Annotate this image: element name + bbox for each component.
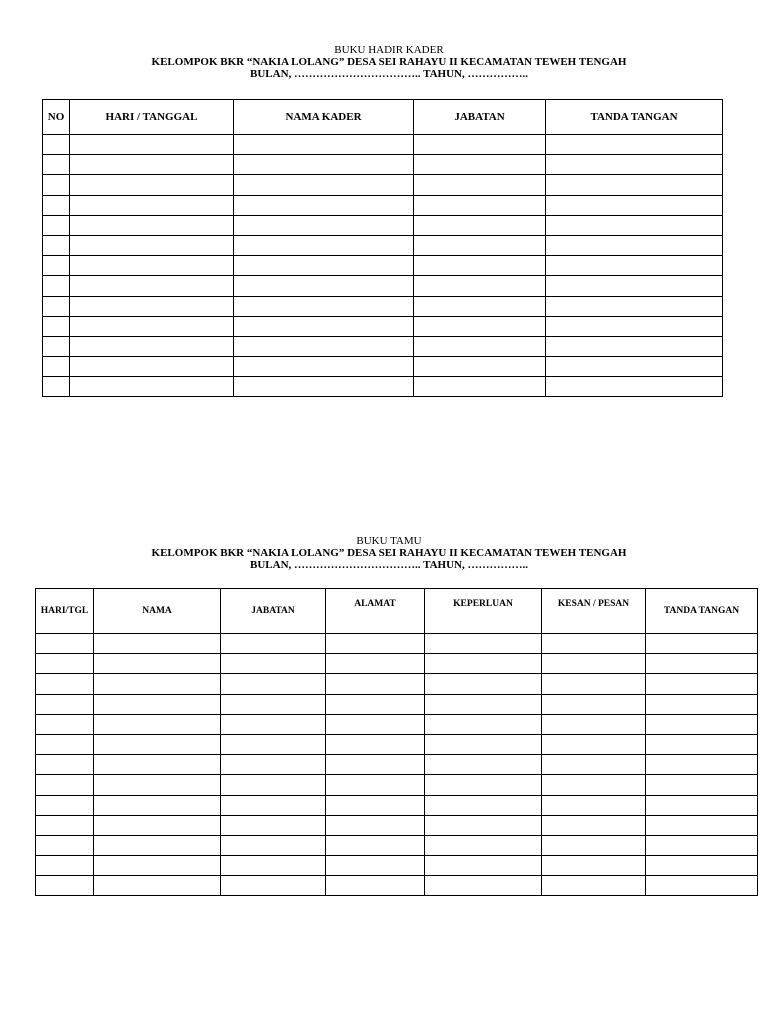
attendance-subtitle: KELOMPOK BKR “NAKIA LOLANG” DESA SEI RAHAYU II KECAMATAN TEWEH TENGAH — [151, 56, 627, 68]
blank-entry-cell[interactable] — [70, 377, 234, 397]
blank-entry-cell[interactable] — [70, 235, 234, 255]
blank-entry-cell[interactable] — [326, 755, 425, 775]
guestbook-period: BULAN, …………………………….. TAHUN, …………….. — [250, 559, 528, 571]
blank-entry-cell[interactable] — [326, 634, 425, 654]
blank-entry-cell[interactable] — [94, 775, 221, 795]
table-row — [36, 694, 758, 714]
blank-entry-cell[interactable] — [43, 316, 70, 336]
blank-entry-cell[interactable] — [94, 654, 221, 674]
blank-entry-cell[interactable] — [546, 175, 723, 195]
table-row — [36, 734, 758, 754]
blank-entry-cell[interactable] — [546, 296, 723, 316]
blank-entry-cell[interactable] — [70, 215, 234, 235]
blank-entry-cell[interactable] — [221, 815, 326, 835]
blank-entry-cell[interactable] — [326, 876, 425, 896]
blank-entry-cell[interactable] — [546, 357, 723, 377]
blank-entry-cell[interactable] — [646, 734, 758, 754]
guestbook-subtitle: KELOMPOK BKR “NAKIA LOLANG” DESA SEI RAHAYU II KECAMATAN TEWEH TENGAH — [151, 547, 627, 559]
blank-entry-cell[interactable] — [234, 215, 414, 235]
blank-entry-cell[interactable] — [546, 256, 723, 276]
blank-entry-cell[interactable] — [425, 634, 542, 654]
blank-entry-cell[interactable] — [36, 876, 94, 896]
blank-entry-cell[interactable] — [70, 316, 234, 336]
blank-entry-cell[interactable] — [425, 734, 542, 754]
blank-entry-cell[interactable] — [70, 195, 234, 215]
blank-entry-cell[interactable] — [326, 714, 425, 734]
blank-entry-cell[interactable] — [326, 795, 425, 815]
blank-entry-cell[interactable] — [43, 155, 70, 175]
blank-entry-cell[interactable] — [43, 256, 70, 276]
column-header: HARI/TGL — [36, 589, 94, 634]
table-row — [43, 316, 723, 336]
blank-entry-cell[interactable] — [234, 377, 414, 397]
blank-entry-cell[interactable] — [221, 755, 326, 775]
blank-entry-cell[interactable] — [542, 835, 646, 855]
blank-entry-cell[interactable] — [70, 296, 234, 316]
blank-entry-cell[interactable] — [546, 316, 723, 336]
blank-entry-cell[interactable] — [425, 856, 542, 876]
blank-entry-cell[interactable] — [94, 755, 221, 775]
blank-entry-cell[interactable] — [414, 377, 546, 397]
attendance-heading — [0, 44, 768, 80]
blank-entry-cell[interactable] — [326, 815, 425, 835]
table-row — [43, 135, 723, 155]
table-row — [43, 296, 723, 316]
blank-entry-cell[interactable] — [542, 694, 646, 714]
blank-entry-cell[interactable] — [221, 734, 326, 754]
blank-entry-cell[interactable] — [43, 175, 70, 195]
blank-entry-cell[interactable] — [425, 876, 542, 896]
blank-entry-cell[interactable] — [326, 734, 425, 754]
blank-entry-cell[interactable] — [326, 654, 425, 674]
blank-entry-cell[interactable] — [646, 674, 758, 694]
column-header: ALAMAT — [326, 589, 425, 634]
blank-entry-cell[interactable] — [234, 175, 414, 195]
table-row — [36, 674, 758, 694]
blank-entry-cell[interactable] — [70, 357, 234, 377]
blank-entry-cell[interactable] — [94, 835, 221, 855]
blank-entry-cell[interactable] — [234, 336, 414, 356]
blank-entry-cell[interactable] — [546, 377, 723, 397]
table-row — [43, 215, 723, 235]
attendance-title: BUKU HADIR KADER — [334, 44, 444, 56]
column-header: NAMA — [94, 589, 221, 634]
blank-entry-cell[interactable] — [646, 714, 758, 734]
table-row — [36, 775, 758, 795]
attendance-table — [42, 99, 723, 397]
blank-entry-cell[interactable] — [43, 357, 70, 377]
blank-entry-cell[interactable] — [221, 876, 326, 896]
table-row — [36, 714, 758, 734]
blank-entry-cell[interactable] — [221, 674, 326, 694]
guestbook-title: BUKU TAMU — [356, 535, 422, 547]
blank-entry-cell[interactable] — [234, 235, 414, 255]
blank-entry-cell[interactable] — [546, 195, 723, 215]
column-header: JABATAN — [414, 100, 546, 135]
blank-entry-cell[interactable] — [36, 835, 94, 855]
blank-entry-cell[interactable] — [646, 795, 758, 815]
blank-entry-cell[interactable] — [425, 815, 542, 835]
blank-entry-cell[interactable] — [36, 856, 94, 876]
blank-entry-cell[interactable] — [414, 235, 546, 255]
blank-entry-cell[interactable] — [94, 734, 221, 754]
blank-entry-cell[interactable] — [414, 336, 546, 356]
table-row — [36, 755, 758, 775]
blank-entry-cell[interactable] — [94, 674, 221, 694]
blank-entry-cell[interactable] — [646, 694, 758, 714]
blank-entry-cell[interactable] — [234, 256, 414, 276]
blank-entry-cell[interactable] — [43, 235, 70, 255]
blank-entry-cell[interactable] — [326, 775, 425, 795]
blank-entry-cell[interactable] — [43, 296, 70, 316]
blank-entry-cell[interactable] — [221, 654, 326, 674]
blank-entry-cell[interactable] — [425, 835, 542, 855]
table-row — [43, 235, 723, 255]
blank-entry-cell[interactable] — [646, 775, 758, 795]
blank-entry-cell[interactable] — [414, 296, 546, 316]
blank-entry-cell[interactable] — [221, 835, 326, 855]
blank-entry-cell[interactable] — [36, 734, 94, 754]
table-row — [36, 856, 758, 876]
table-row — [36, 634, 758, 654]
table-row — [43, 256, 723, 276]
blank-entry-cell[interactable] — [70, 336, 234, 356]
blank-entry-cell[interactable] — [646, 755, 758, 775]
table-row — [43, 276, 723, 296]
table-row — [36, 815, 758, 835]
blank-entry-cell[interactable] — [70, 276, 234, 296]
blank-entry-cell[interactable] — [425, 654, 542, 674]
blank-entry-cell[interactable] — [646, 835, 758, 855]
blank-entry-cell[interactable] — [221, 634, 326, 654]
blank-entry-cell[interactable] — [425, 795, 542, 815]
blank-entry-cell[interactable] — [221, 714, 326, 734]
blank-entry-cell[interactable] — [326, 856, 425, 876]
blank-entry-cell[interactable] — [234, 357, 414, 377]
table-row — [43, 155, 723, 175]
blank-entry-cell[interactable] — [36, 815, 94, 835]
table-row — [36, 876, 758, 896]
blank-entry-cell[interactable] — [546, 135, 723, 155]
blank-entry-cell[interactable] — [43, 195, 70, 215]
blank-entry-cell[interactable] — [94, 795, 221, 815]
blank-entry-cell[interactable] — [425, 694, 542, 714]
blank-entry-cell[interactable] — [646, 634, 758, 654]
blank-entry-cell[interactable] — [36, 634, 94, 654]
column-header: NAMA KADER — [234, 100, 414, 135]
blank-entry-cell[interactable] — [546, 276, 723, 296]
blank-entry-cell[interactable] — [234, 276, 414, 296]
blank-entry-cell[interactable] — [542, 634, 646, 654]
blank-entry-cell[interactable] — [542, 815, 646, 835]
blank-entry-cell[interactable] — [234, 135, 414, 155]
blank-entry-cell[interactable] — [234, 155, 414, 175]
table-row — [36, 654, 758, 674]
blank-entry-cell[interactable] — [414, 357, 546, 377]
column-header: KEPERLUAN — [425, 589, 542, 634]
blank-entry-cell[interactable] — [221, 775, 326, 795]
blank-entry-cell[interactable] — [36, 795, 94, 815]
blank-entry-cell[interactable] — [94, 694, 221, 714]
blank-entry-cell[interactable] — [425, 714, 542, 734]
blank-entry-cell[interactable] — [542, 856, 646, 876]
blank-entry-cell[interactable] — [70, 155, 234, 175]
blank-entry-cell[interactable] — [414, 155, 546, 175]
blank-entry-cell[interactable] — [36, 714, 94, 734]
blank-entry-cell[interactable] — [36, 654, 94, 674]
blank-entry-cell[interactable] — [70, 175, 234, 195]
table-row — [43, 175, 723, 195]
table-row — [43, 336, 723, 356]
blank-entry-cell[interactable] — [326, 835, 425, 855]
blank-entry-cell[interactable] — [36, 755, 94, 775]
attendance-table-body — [43, 135, 723, 397]
blank-entry-cell[interactable] — [221, 856, 326, 876]
blank-entry-cell[interactable] — [414, 175, 546, 195]
blank-entry-cell[interactable] — [425, 755, 542, 775]
blank-entry-cell[interactable] — [43, 276, 70, 296]
blank-entry-cell[interactable] — [94, 634, 221, 654]
blank-entry-cell[interactable] — [414, 215, 546, 235]
table-row — [43, 377, 723, 397]
blank-entry-cell[interactable] — [326, 694, 425, 714]
blank-entry-cell[interactable] — [43, 215, 70, 235]
guestbook-heading — [0, 535, 768, 571]
blank-entry-cell[interactable] — [43, 377, 70, 397]
blank-entry-cell[interactable] — [414, 135, 546, 155]
blank-entry-cell[interactable] — [425, 775, 542, 795]
blank-entry-cell[interactable] — [546, 155, 723, 175]
table-row — [43, 195, 723, 215]
blank-entry-cell[interactable] — [414, 195, 546, 215]
blank-entry-cell[interactable] — [94, 856, 221, 876]
table-row — [36, 835, 758, 855]
blank-entry-cell[interactable] — [414, 256, 546, 276]
blank-entry-cell[interactable] — [36, 775, 94, 795]
blank-entry-cell[interactable] — [542, 876, 646, 896]
blank-entry-cell[interactable] — [234, 316, 414, 336]
table-row — [36, 795, 758, 815]
blank-entry-cell[interactable] — [646, 876, 758, 896]
blank-entry-cell[interactable] — [546, 336, 723, 356]
guestbook-header-row — [36, 589, 758, 634]
blank-entry-cell[interactable] — [43, 336, 70, 356]
blank-entry-cell[interactable] — [646, 815, 758, 835]
attendance-period: BULAN, …………………………….. TAHUN, …………….. — [250, 68, 528, 80]
blank-entry-cell[interactable] — [234, 195, 414, 215]
blank-entry-cell[interactable] — [36, 694, 94, 714]
blank-entry-cell[interactable] — [542, 674, 646, 694]
blank-entry-cell[interactable] — [546, 235, 723, 255]
column-header: HARI / TANGGAL — [70, 100, 234, 135]
blank-entry-cell[interactable] — [646, 856, 758, 876]
blank-entry-cell[interactable] — [70, 135, 234, 155]
blank-entry-cell[interactable] — [542, 775, 646, 795]
blank-entry-cell[interactable] — [94, 714, 221, 734]
guestbook-table — [35, 588, 758, 896]
blank-entry-cell[interactable] — [542, 755, 646, 775]
column-header: NO — [43, 100, 70, 135]
blank-entry-cell[interactable] — [221, 795, 326, 815]
blank-entry-cell[interactable] — [221, 694, 326, 714]
blank-entry-cell[interactable] — [36, 674, 94, 694]
blank-entry-cell[interactable] — [234, 296, 414, 316]
blank-entry-cell[interactable] — [542, 734, 646, 754]
blank-entry-cell[interactable] — [43, 135, 70, 155]
column-header: TANDA TANGAN — [646, 589, 758, 634]
column-header: JABATAN — [221, 589, 326, 634]
column-header: KESAN / PESAN — [542, 589, 646, 634]
blank-entry-cell[interactable] — [542, 654, 646, 674]
blank-entry-cell[interactable] — [542, 714, 646, 734]
attendance-header-row — [43, 100, 723, 135]
blank-entry-cell[interactable] — [94, 876, 221, 896]
blank-entry-cell[interactable] — [326, 674, 425, 694]
table-row — [43, 357, 723, 377]
blank-entry-cell[interactable] — [414, 316, 546, 336]
blank-entry-cell[interactable] — [546, 215, 723, 235]
blank-entry-cell[interactable] — [542, 795, 646, 815]
blank-entry-cell[interactable] — [646, 654, 758, 674]
blank-entry-cell[interactable] — [414, 276, 546, 296]
blank-entry-cell[interactable] — [70, 256, 234, 276]
blank-entry-cell[interactable] — [94, 815, 221, 835]
column-header: TANDA TANGAN — [546, 100, 723, 135]
blank-entry-cell[interactable] — [425, 674, 542, 694]
guestbook-table-body — [36, 634, 758, 896]
